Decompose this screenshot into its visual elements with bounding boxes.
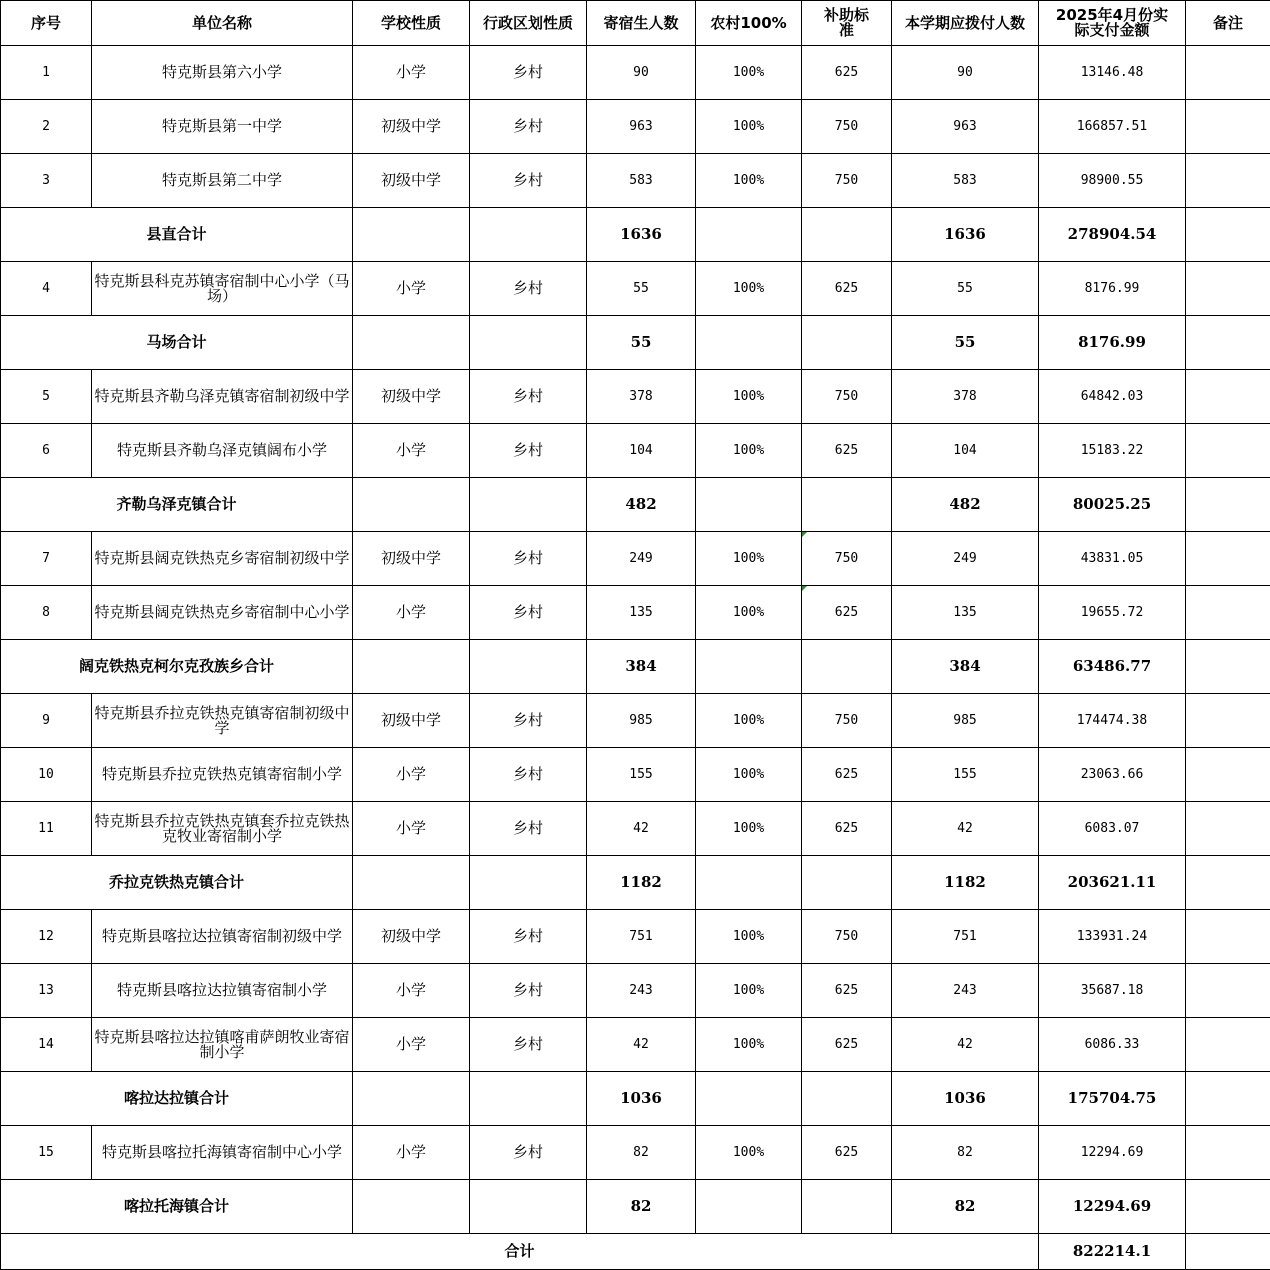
subtotal-label: 喀拉托海镇合计 <box>1 1180 353 1234</box>
subtotal-payable-count: 1036 <box>892 1072 1039 1126</box>
subtotal-boarders: 1636 <box>587 208 696 262</box>
row-remark <box>1186 46 1270 100</box>
subtotal-region-type <box>470 316 587 370</box>
table-row <box>1 46 1270 100</box>
row-remark <box>1186 532 1270 586</box>
subtotal-payable-count: 1182 <box>892 856 1039 910</box>
row-unit-name: 特克斯县乔拉克铁热克镇寄宿制小学 <box>92 748 353 802</box>
row-subsidy-standard: 750 <box>802 100 892 154</box>
row-unit-name: 特克斯县乔拉克铁热克镇套乔拉克铁热克牧业寄宿制小学 <box>92 802 353 856</box>
row-region-type: 乡村 <box>470 262 587 316</box>
row-payable-count: 155 <box>892 748 1039 802</box>
row-seq: 6 <box>1 424 92 478</box>
table-row <box>1 1126 1270 1180</box>
row-rural: 100% <box>696 1126 802 1180</box>
row-unit-name: 特克斯县阔克铁热克乡寄宿制初级中学 <box>92 532 353 586</box>
subtotal-school-type <box>353 208 470 262</box>
subtotal-school-type <box>353 478 470 532</box>
subtotal-region-type <box>470 640 587 694</box>
row-boarders: 963 <box>587 100 696 154</box>
header-amount: 2025年4月份实际支付金额 <box>1039 1 1186 46</box>
row-school-type: 小学 <box>353 586 470 640</box>
row-payable-count: 42 <box>892 802 1039 856</box>
row-boarders: 55 <box>587 262 696 316</box>
subtotal-standard <box>802 640 892 694</box>
row-amount: 98900.55 <box>1039 154 1186 208</box>
subtotal-standard <box>802 478 892 532</box>
row-unit-name: 特克斯县乔拉克铁热克镇寄宿制初级中学 <box>92 694 353 748</box>
row-boarders: 243 <box>587 964 696 1018</box>
table-row <box>1 802 1270 856</box>
row-region-type: 乡村 <box>470 1018 587 1072</box>
subtotal-boarders: 1182 <box>587 856 696 910</box>
row-payable-count: 135 <box>892 586 1039 640</box>
subtotal-standard <box>802 1180 892 1234</box>
subtotal-school-type <box>353 1180 470 1234</box>
row-remark <box>1186 424 1270 478</box>
row-remark <box>1186 370 1270 424</box>
row-unit-name: 特克斯县齐勒乌泽克镇阔布小学 <box>92 424 353 478</box>
subtotal-row <box>1 478 1270 532</box>
row-amount: 133931.24 <box>1039 910 1186 964</box>
subtotal-school-type <box>353 856 470 910</box>
row-rural: 100% <box>696 154 802 208</box>
subtotal-payable-count: 82 <box>892 1180 1039 1234</box>
subtotal-amount: 12294.69 <box>1039 1180 1186 1234</box>
row-payable-count: 378 <box>892 370 1039 424</box>
subtotal-payable-count: 1636 <box>892 208 1039 262</box>
row-region-type: 乡村 <box>470 370 587 424</box>
header-seq: 序号 <box>1 1 92 46</box>
header-rural: 农村100% <box>696 1 802 46</box>
subtotal-standard <box>802 316 892 370</box>
row-remark <box>1186 694 1270 748</box>
row-payable-count: 751 <box>892 910 1039 964</box>
subtotal-row <box>1 1180 1270 1234</box>
row-subsidy-standard: 625 <box>802 46 892 100</box>
row-subsidy-standard: 750 <box>802 370 892 424</box>
subtotal-school-type <box>353 1072 470 1126</box>
row-payable-count: 985 <box>892 694 1039 748</box>
table-row <box>1 1018 1270 1072</box>
subtotal-boarders: 55 <box>587 316 696 370</box>
row-payable-count: 249 <box>892 532 1039 586</box>
row-seq: 9 <box>1 694 92 748</box>
row-region-type: 乡村 <box>470 46 587 100</box>
row-seq: 12 <box>1 910 92 964</box>
row-boarders: 583 <box>587 154 696 208</box>
row-boarders: 135 <box>587 586 696 640</box>
subtotal-label: 喀拉达拉镇合计 <box>1 1072 353 1126</box>
row-unit-name: 特克斯县喀拉达拉镇喀甫萨朗牧业寄宿制小学 <box>92 1018 353 1072</box>
row-region-type: 乡村 <box>470 964 587 1018</box>
grand-total-label: 合计 <box>1 1234 1039 1270</box>
row-remark <box>1186 154 1270 208</box>
row-school-type: 初级中学 <box>353 370 470 424</box>
row-school-type: 小学 <box>353 1126 470 1180</box>
row-seq: 3 <box>1 154 92 208</box>
row-payable-count: 82 <box>892 1126 1039 1180</box>
subtotal-boarders: 1036 <box>587 1072 696 1126</box>
table-row <box>1 694 1270 748</box>
subtotal-payable-count: 55 <box>892 316 1039 370</box>
row-seq: 5 <box>1 370 92 424</box>
row-payable-count: 55 <box>892 262 1039 316</box>
subtotal-region-type <box>470 478 587 532</box>
row-unit-name: 特克斯县第二中学 <box>92 154 353 208</box>
row-amount: 6083.07 <box>1039 802 1186 856</box>
row-subsidy-standard: 750 <box>802 154 892 208</box>
row-region-type: 乡村 <box>470 910 587 964</box>
row-amount: 174474.38 <box>1039 694 1186 748</box>
row-amount: 35687.18 <box>1039 964 1186 1018</box>
row-region-type: 乡村 <box>470 1126 587 1180</box>
row-rural: 100% <box>696 46 802 100</box>
row-remark <box>1186 1126 1270 1180</box>
row-seq: 11 <box>1 802 92 856</box>
table-row <box>1 586 1270 640</box>
row-rural: 100% <box>696 694 802 748</box>
subtotal-rural <box>696 856 802 910</box>
row-subsidy-standard: 625 <box>802 964 892 1018</box>
row-subsidy-standard: 625 <box>802 1018 892 1072</box>
table-row <box>1 910 1270 964</box>
row-boarders: 42 <box>587 1018 696 1072</box>
subtotal-rural <box>696 316 802 370</box>
header-row <box>1 1 1270 46</box>
subtotal-label: 阔克铁热克柯尔克孜族乡合计 <box>1 640 353 694</box>
row-region-type: 乡村 <box>470 424 587 478</box>
row-seq: 10 <box>1 748 92 802</box>
row-region-type: 乡村 <box>470 100 587 154</box>
row-payable-count: 963 <box>892 100 1039 154</box>
row-rural: 100% <box>696 748 802 802</box>
header-payable-count: 本学期应拨付人数 <box>892 1 1039 46</box>
row-school-type: 初级中学 <box>353 532 470 586</box>
row-remark <box>1186 910 1270 964</box>
subtotal-rural <box>696 1072 802 1126</box>
row-subsidy-standard: 625 <box>802 1126 892 1180</box>
row-boarders: 42 <box>587 802 696 856</box>
header-region-type: 行政区划性质 <box>470 1 587 46</box>
header-boarders: 寄宿生人数 <box>587 1 696 46</box>
row-payable-count: 90 <box>892 46 1039 100</box>
row-amount: 8176.99 <box>1039 262 1186 316</box>
subtotal-remark <box>1186 640 1270 694</box>
table-row <box>1 154 1270 208</box>
subtotal-region-type <box>470 1180 587 1234</box>
table-row <box>1 370 1270 424</box>
subtotal-school-type <box>353 640 470 694</box>
row-school-type: 小学 <box>353 802 470 856</box>
header-subsidy-standard: 补助标准 <box>802 1 892 46</box>
row-school-type: 小学 <box>353 748 470 802</box>
subtotal-row <box>1 1072 1270 1126</box>
subtotal-region-type <box>470 208 587 262</box>
table-row <box>1 532 1270 586</box>
grand-total-row <box>1 1234 1270 1270</box>
row-unit-name: 特克斯县喀拉达拉镇寄宿制初级中学 <box>92 910 353 964</box>
subtotal-remark <box>1186 1072 1270 1126</box>
row-boarders: 82 <box>587 1126 696 1180</box>
row-rural: 100% <box>696 100 802 154</box>
row-payable-count: 583 <box>892 154 1039 208</box>
row-school-type: 初级中学 <box>353 694 470 748</box>
row-amount: 19655.72 <box>1039 586 1186 640</box>
subtotal-boarders: 82 <box>587 1180 696 1234</box>
subtotal-amount: 63486.77 <box>1039 640 1186 694</box>
row-unit-name: 特克斯县喀拉达拉镇寄宿制小学 <box>92 964 353 1018</box>
row-remark <box>1186 802 1270 856</box>
subtotal-label: 乔拉克铁热克镇合计 <box>1 856 353 910</box>
row-amount: 15183.22 <box>1039 424 1186 478</box>
row-amount: 166857.51 <box>1039 100 1186 154</box>
subtotal-school-type <box>353 316 470 370</box>
grand-total-remark <box>1186 1234 1270 1270</box>
row-school-type: 初级中学 <box>353 154 470 208</box>
row-rural: 100% <box>696 964 802 1018</box>
row-rural: 100% <box>696 802 802 856</box>
row-boarders: 751 <box>587 910 696 964</box>
row-amount: 6086.33 <box>1039 1018 1186 1072</box>
row-region-type: 乡村 <box>470 802 587 856</box>
grand-total-amount: 822214.1 <box>1039 1234 1186 1270</box>
row-boarders: 378 <box>587 370 696 424</box>
row-school-type: 初级中学 <box>353 100 470 154</box>
row-amount: 64842.03 <box>1039 370 1186 424</box>
row-school-type: 小学 <box>353 262 470 316</box>
row-seq: 1 <box>1 46 92 100</box>
row-seq: 14 <box>1 1018 92 1072</box>
row-subsidy-standard: 625 <box>802 586 892 640</box>
row-region-type: 乡村 <box>470 532 587 586</box>
subtotal-remark <box>1186 1180 1270 1234</box>
row-school-type: 小学 <box>353 424 470 478</box>
row-unit-name: 特克斯县第六小学 <box>92 46 353 100</box>
row-boarders: 104 <box>587 424 696 478</box>
subtotal-region-type <box>470 856 587 910</box>
row-boarders: 249 <box>587 532 696 586</box>
subtotal-amount: 203621.11 <box>1039 856 1186 910</box>
row-unit-name: 特克斯县阔克铁热克乡寄宿制中心小学 <box>92 586 353 640</box>
row-remark <box>1186 964 1270 1018</box>
row-seq: 8 <box>1 586 92 640</box>
subtotal-label: 马场合计 <box>1 316 353 370</box>
table-row <box>1 964 1270 1018</box>
subtotal-remark <box>1186 208 1270 262</box>
row-boarders: 985 <box>587 694 696 748</box>
subtotal-standard <box>802 208 892 262</box>
row-payable-count: 243 <box>892 964 1039 1018</box>
row-boarders: 90 <box>587 46 696 100</box>
subtotal-remark <box>1186 478 1270 532</box>
header-remark: 备注 <box>1186 1 1270 46</box>
row-subsidy-standard: 750 <box>802 532 892 586</box>
subtotal-amount: 278904.54 <box>1039 208 1186 262</box>
row-rural: 100% <box>696 910 802 964</box>
row-rural: 100% <box>696 424 802 478</box>
row-subsidy-standard: 625 <box>802 262 892 316</box>
subtotal-region-type <box>470 1072 587 1126</box>
subtotal-rural <box>696 478 802 532</box>
subtotal-rural <box>696 208 802 262</box>
row-remark <box>1186 748 1270 802</box>
row-seq: 15 <box>1 1126 92 1180</box>
subtotal-rural <box>696 1180 802 1234</box>
subtotal-payable-count: 482 <box>892 478 1039 532</box>
row-rural: 100% <box>696 1018 802 1072</box>
row-rural: 100% <box>696 586 802 640</box>
subtotal-remark <box>1186 316 1270 370</box>
subtotal-row <box>1 208 1270 262</box>
header-unit-name: 单位名称 <box>92 1 353 46</box>
table-row <box>1 100 1270 154</box>
subtotal-boarders: 482 <box>587 478 696 532</box>
subtotal-payable-count: 384 <box>892 640 1039 694</box>
row-amount: 43831.05 <box>1039 532 1186 586</box>
row-rural: 100% <box>696 532 802 586</box>
row-seq: 13 <box>1 964 92 1018</box>
subtotal-amount: 80025.25 <box>1039 478 1186 532</box>
row-payable-count: 42 <box>892 1018 1039 1072</box>
subtotal-rural <box>696 640 802 694</box>
row-remark <box>1186 100 1270 154</box>
table-row <box>1 748 1270 802</box>
row-subsidy-standard: 750 <box>802 910 892 964</box>
subtotal-standard <box>802 1072 892 1126</box>
row-subsidy-standard: 625 <box>802 802 892 856</box>
row-rural: 100% <box>696 262 802 316</box>
row-unit-name: 特克斯县齐勒乌泽克镇寄宿制初级中学 <box>92 370 353 424</box>
row-payable-count: 104 <box>892 424 1039 478</box>
row-boarders: 155 <box>587 748 696 802</box>
row-unit-name: 特克斯县第一中学 <box>92 100 353 154</box>
row-region-type: 乡村 <box>470 748 587 802</box>
row-subsidy-standard: 750 <box>802 694 892 748</box>
row-seq: 4 <box>1 262 92 316</box>
subtotal-label: 齐勒乌泽克镇合计 <box>1 478 353 532</box>
row-subsidy-standard: 625 <box>802 424 892 478</box>
row-remark <box>1186 586 1270 640</box>
subtotal-row <box>1 640 1270 694</box>
row-region-type: 乡村 <box>470 154 587 208</box>
row-amount: 12294.69 <box>1039 1126 1186 1180</box>
row-amount: 23063.66 <box>1039 748 1186 802</box>
row-school-type: 小学 <box>353 1018 470 1072</box>
subtotal-row <box>1 856 1270 910</box>
row-rural: 100% <box>696 370 802 424</box>
subtotal-remark <box>1186 856 1270 910</box>
subtotal-boarders: 384 <box>587 640 696 694</box>
subtotal-amount: 175704.75 <box>1039 1072 1186 1126</box>
row-seq: 7 <box>1 532 92 586</box>
subtotal-row <box>1 316 1270 370</box>
row-amount: 13146.48 <box>1039 46 1186 100</box>
header-school-type: 学校性质 <box>353 1 470 46</box>
subtotal-amount: 8176.99 <box>1039 316 1186 370</box>
row-unit-name: 特克斯县科克苏镇寄宿制中心小学（马场） <box>92 262 353 316</box>
row-unit-name: 特克斯县喀拉托海镇寄宿制中心小学 <box>92 1126 353 1180</box>
row-seq: 2 <box>1 100 92 154</box>
row-school-type: 小学 <box>353 964 470 1018</box>
table-row <box>1 262 1270 316</box>
row-remark <box>1186 1018 1270 1072</box>
row-remark <box>1186 262 1270 316</box>
row-region-type: 乡村 <box>470 586 587 640</box>
row-school-type: 初级中学 <box>353 910 470 964</box>
row-region-type: 乡村 <box>470 694 587 748</box>
subtotal-label: 县直合计 <box>1 208 353 262</box>
table-row <box>1 424 1270 478</box>
row-subsidy-standard: 625 <box>802 748 892 802</box>
subtotal-standard <box>802 856 892 910</box>
row-school-type: 小学 <box>353 46 470 100</box>
